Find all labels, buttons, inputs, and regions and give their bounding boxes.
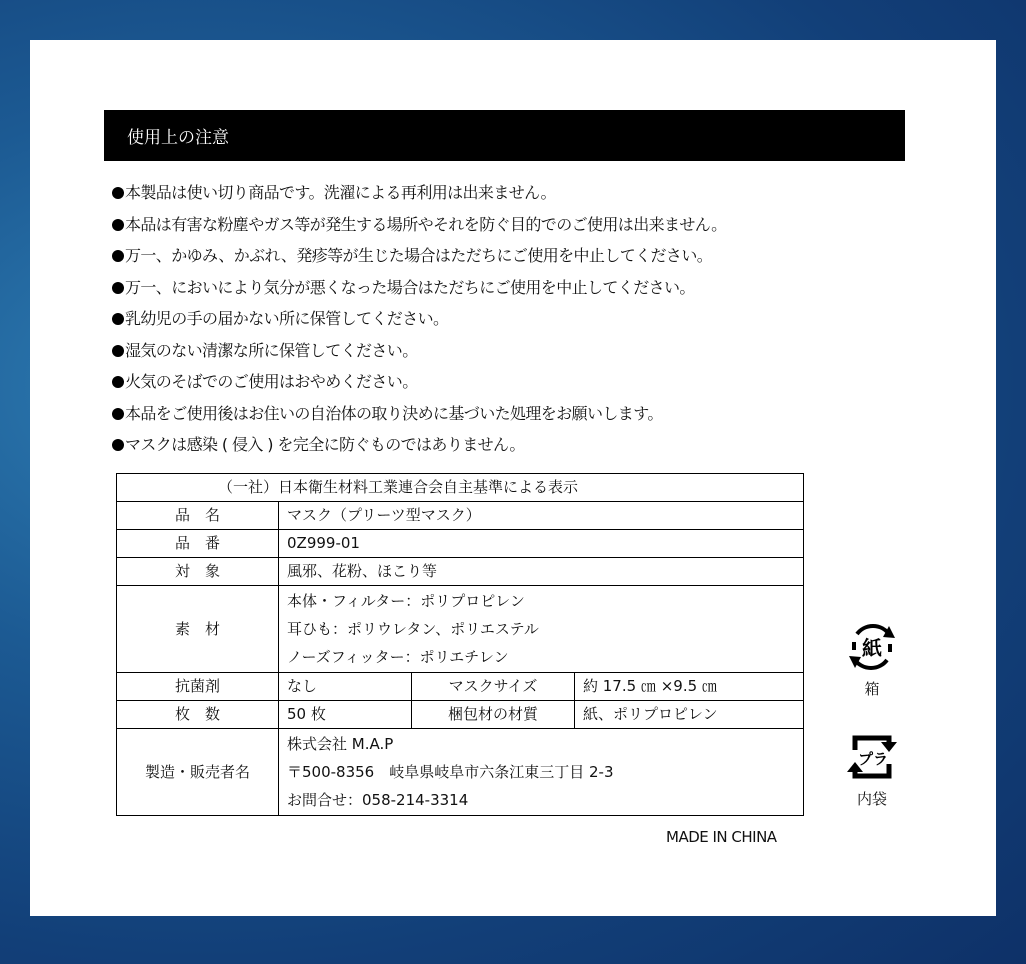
table-row [117, 586, 804, 673]
caution-note: 乳幼児の手の届かない所に保管してください。 [112, 303, 727, 335]
count-label: 枚 数 [117, 701, 279, 729]
paper-recycle-caption: 箱 [864, 680, 880, 698]
caution-note: 万一、かゆみ、かぶれ、発疹等が生じた場合はただちにご使用を中止してください。 [112, 240, 727, 272]
table-row [117, 530, 804, 558]
target-value: 風邪、花粉、ほこり等 [279, 558, 804, 586]
product-name-label: 品 名 [117, 502, 279, 530]
count-value: 50 枚 [279, 701, 412, 729]
caution-note: 本品は有害な粉塵やガス等が発生する場所やそれを防ぐ目的でのご使用は出来ません。 [112, 209, 727, 241]
material-line: 本体・フィルター：ポリプロピレン [287, 592, 525, 610]
maker-line: 株式会社 M.A.P [287, 735, 394, 753]
caution-notes-list [112, 177, 727, 461]
spec-table [116, 473, 804, 816]
material-line: ノーズフィッター：ポリエチレン [287, 648, 509, 666]
maker-value [279, 729, 804, 816]
made-in-label: MADE IN CHINA [666, 828, 777, 846]
plastic-recycle-icon [845, 730, 899, 784]
antibacterial-label: 抗菌剤 [117, 673, 279, 701]
material-value [279, 586, 804, 673]
caution-note: 湿気のない清潔な所に保管してください。 [112, 335, 727, 367]
product-number-label: 品 番 [117, 530, 279, 558]
material-label: 素 材 [117, 586, 279, 673]
product-name-value: マスク（プリーツ型マスク） [279, 502, 804, 530]
bullet-icon [112, 345, 124, 357]
paper-recycle-symbol: 紙 [862, 636, 882, 660]
caution-note: 本品をご使用後はお住いの自治体の取り決めに基づいた処理をお願いします。 [112, 398, 727, 430]
mask-size-label: マスクサイズ [412, 673, 575, 701]
bullet-icon [112, 376, 124, 388]
target-label: 対 象 [117, 558, 279, 586]
caution-title: 使用上の注意 [127, 128, 229, 148]
material-line: 耳ひも：ポリウレタン、ポリエステル [287, 620, 539, 638]
bullet-icon [112, 282, 124, 294]
maker-line: 〒500-8356 岐阜県岐阜市六条江東三丁目 2-3 [287, 763, 614, 781]
table-row [117, 474, 804, 502]
paper-recycle-mark [842, 620, 902, 699]
caution-label-card [30, 40, 996, 916]
caution-note: マスクは感染 ( 侵入 ) を完全に防ぐものではありません。 [112, 429, 727, 461]
packaging-material-value: 紙、ポリプロピレン [575, 701, 804, 729]
packaging-material-label: 梱包材の材質 [412, 701, 575, 729]
table-row [117, 558, 804, 586]
antibacterial-value: なし [279, 673, 412, 701]
caution-note: 万一、においにより気分が悪くなった場合はただちにご使用を中止してください。 [112, 272, 727, 304]
bullet-icon [112, 408, 124, 420]
bullet-icon [112, 313, 124, 325]
paper-recycle-icon [845, 620, 899, 674]
maker-line: お問合せ：058-214-3314 [287, 791, 469, 809]
caution-note: 火気のそばでのご使用はおやめください。 [112, 366, 727, 398]
plastic-recycle-caption: 内袋 [856, 790, 887, 808]
table-row [117, 729, 804, 816]
bullet-icon [112, 250, 124, 262]
bullet-icon [112, 439, 124, 451]
maker-label: 製造・販売者名 [117, 729, 279, 816]
plastic-recycle-symbol: プラ [857, 750, 889, 768]
bullet-icon [112, 187, 124, 199]
plastic-recycle-mark [842, 730, 902, 809]
bullet-icon [112, 219, 124, 231]
mask-size-value: 約 17.5 ㎝ ×9.5 ㎝ [575, 673, 804, 701]
product-number-value: 0Z999-01 [279, 530, 804, 558]
caution-note: 本製品は使い切り商品です。洗濯による再利用は出来ません。 [112, 177, 727, 209]
table-row [117, 673, 804, 701]
spec-table-caption: （一社）日本衛生材料工業連合会自主基準による表示 [117, 474, 804, 502]
table-row [117, 502, 804, 530]
caution-header [104, 110, 905, 161]
table-row [117, 701, 804, 729]
